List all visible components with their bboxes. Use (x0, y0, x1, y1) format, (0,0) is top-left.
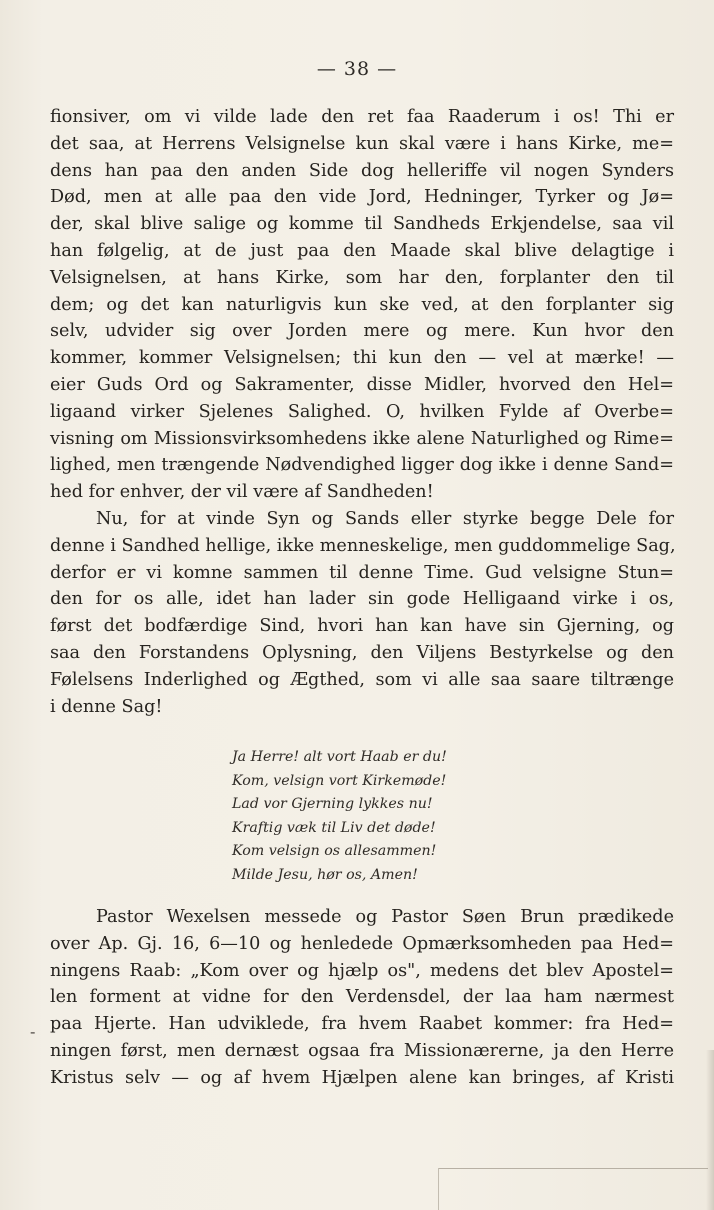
text-line: Pastor Wexelsen messede og Pastor Søen Brun prædikede (96, 907, 674, 927)
text-line: ligaand virker Sjelenes Salighed. O, hvilken Fylde af Overbe= (50, 401, 674, 422)
text-line: dem; og det kan naturligvis kun ske ved, at den forplanter sig (50, 294, 674, 315)
verse-line: Ja Herre! alt vort Haab er du! (232, 749, 447, 765)
text-line: det saa, at Herrens Velsignelse kun skal være i hans Kirke, me= (50, 133, 674, 154)
text-line: fionsiver, om vi vilde lade den ret faa Raaderum i os! Thi er (50, 107, 674, 127)
text-line: eier Guds Ord og Sakramenter, disse Midler, hvorved den Hel= (50, 374, 674, 395)
page-divider-line (438, 1168, 708, 1169)
text-line: saa den Forstandens Oplysning, den Viljens Bestyrkelse og den (50, 642, 674, 663)
text-line: ningens Raab: „Kom over og hjælp os", medens det blev Apostel= (50, 960, 674, 981)
body-text (50, 104, 674, 720)
paragraph-2 (50, 506, 674, 720)
text-line: denne i Sandhed hellige, ikke menneskelige, men guddommelige Sag, (50, 535, 676, 556)
text-line: dens han paa den anden Side dog helleriffe vil nogen Synders (50, 160, 674, 181)
page-edge-line (438, 1168, 439, 1210)
text-line: først det bodfærdige Sind, hvori han kan have sin Gjerning, og (50, 616, 674, 637)
margin-mark: - (30, 1022, 36, 1041)
verse-line: Lad vor Gjerning lykkes nu! (232, 796, 433, 813)
verse-line: Kraftig væk til Liv det døde! (232, 819, 436, 836)
text-line: lighed, men trængende Nødvendighed ligger dog ikke i denne Sand= (50, 455, 674, 476)
text-line: han følgelig, at de just paa den Maade skal blive delagtige i (50, 240, 674, 261)
paragraph-3 (50, 904, 674, 1092)
text-line: derfor er vi komne sammen til denne Time. Gud velsigne Stun= (50, 562, 674, 583)
text-line: Død, men at alle paa den vide Jord, Hedninger, Tyrker og Jø= (50, 187, 674, 208)
text-line: hed for enhver, der vil være af Sandheden! (50, 482, 434, 503)
text-line: selv, udvider sig over Jorden mere og mere. Kun hvor den (50, 321, 674, 342)
page-number: — 38 — (316, 58, 398, 80)
page-edge-shadow (706, 1050, 714, 1210)
text-line: der, skal blive salige og komme til Sandheds Erkjendelse, saa vil (50, 214, 674, 235)
text-line: visning om Missionsvirksomhedens ikke alene Naturlighed og Rime= (50, 428, 674, 449)
text-line: over Ap. Gj. 16, 6—10 og henledede Opmærksomheden paa Hed= (50, 933, 674, 954)
text-line: i denne Sag! (50, 696, 163, 717)
verse-line: Kom velsign os allesammen! (232, 843, 437, 860)
text-line: paa Hjerte. Han udviklede, fra hvem Raabet kommer: fra Hed= (50, 1014, 674, 1035)
text-line: kommer, kommer Velsignelsen; thi kun den — vel at mærke! — (50, 348, 674, 369)
hymn-verse (232, 746, 447, 888)
text-line: ningen først, men dernæst ogsaa fra Missionærerne, ja den Herre (50, 1040, 674, 1061)
text-line: Følelsens Inderlighed og Ægthed, som vi alle saa saare tiltrænge (50, 669, 674, 690)
text-line: Nu, for at vinde Syn og Sands eller styrke begge Dele for (96, 508, 674, 529)
verse-line: Milde Jesu, hør os, Amen! (232, 866, 418, 883)
paragraph-1 (50, 104, 674, 506)
text-line: Kristus selv — og af hvem Hjælpen alene kan bringes, af Kristi (50, 1067, 674, 1088)
verse-line: Kom, velsign vort Kirkemøde! (232, 772, 447, 789)
text-line: len forment at vidne for den Verdensdel, der laa ham nærmest (50, 987, 674, 1008)
text-line: den for os alle, idet han lader sin gode Helligaand virke i os, (50, 589, 674, 610)
text-line: Velsignelsen, at hans Kirke, som har den, forplanter den til (50, 267, 674, 288)
